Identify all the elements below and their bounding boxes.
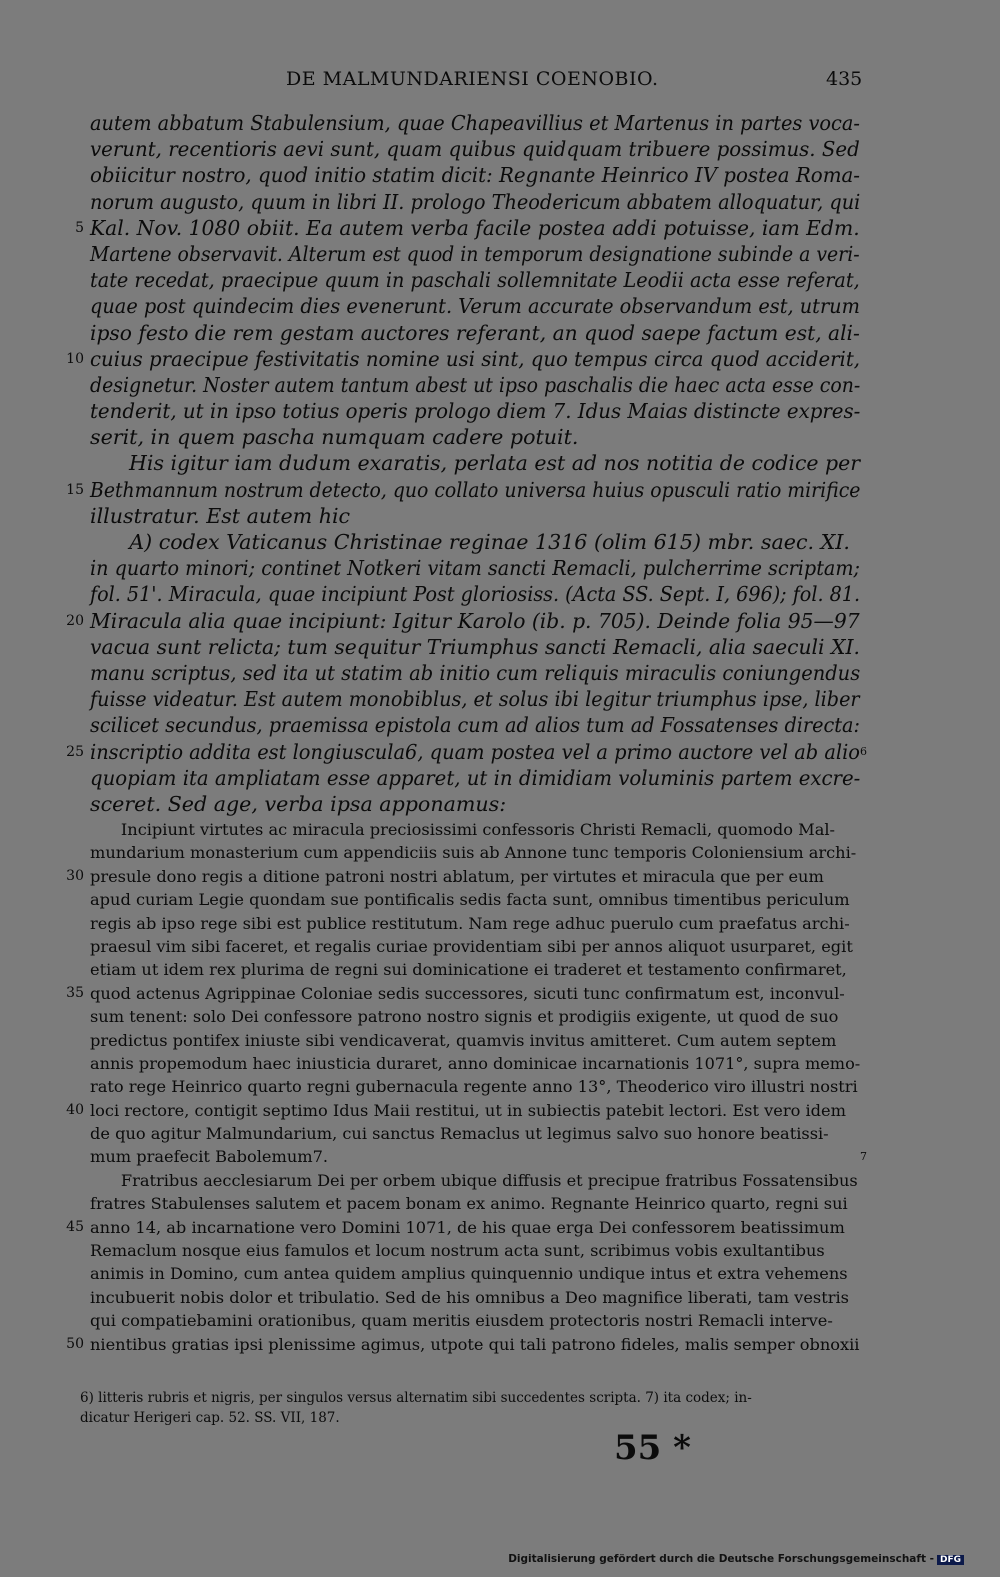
footnote-line: 6) litteris rubris et nigris, per singulos versus alternatim sibi succedentes scripta. 7) ita codex; in-: [80, 1390, 752, 1406]
dfg-logo: DFG: [937, 1555, 964, 1565]
line-text: inscriptio addita est longiuscula6, quam postea vel a primo auctore vel ab alio: [90, 739, 860, 764]
line-text: regis ab ipso rege sibi est publice restitutum. Nam rege adhuc puerulo cum praefatus archi-: [90, 913, 850, 933]
line-text: incubuerit nobis dolor et tribulatio. Sed de his omnibus a Deo magnifice liberati, tam vestris: [90, 1287, 849, 1307]
text-line: [90, 1145, 867, 1168]
line-text: cuius praecipue festivitatis nomine usi sint, quo tempus circa quod acciderit,: [90, 346, 861, 371]
digitization-credit: [508, 1553, 964, 1565]
line-text: obiicitur nostro, quod initio statim dicit: Regnante Heinrico IV postea Roma-: [90, 163, 861, 188]
line-text: Martene observavit. Alterum est quod in temporum designatione subinde a veri-: [90, 241, 860, 266]
margin-note-marker: 6: [860, 744, 867, 758]
quoted-source-text: [66, 818, 867, 1356]
line-number: 50: [66, 1335, 84, 1352]
line-number: 45: [66, 1218, 84, 1235]
line-text: tate recedat, praecipue quum in paschali sollemnitate Leodii acta esse referat,: [90, 268, 860, 293]
text-line: [66, 739, 867, 765]
line-text: Fratribus aecclesiarum Dei per orbem ubique diffusis et precipue fratribus Fossatensibus: [90, 1170, 858, 1190]
line-number: 10: [66, 350, 84, 367]
line-text: qui compatiebamini orationibus, quam meritis eiusdem protectoris nostri Remacli interve-: [90, 1311, 833, 1331]
footnotes: [80, 1388, 870, 1428]
text-line: [90, 162, 862, 188]
line-text: apud curiam Legie quondam sue pontificalis sedis facta sunt, omnibus timentibus periculum: [90, 890, 850, 910]
line-number: 25: [66, 743, 84, 760]
text-line: [66, 477, 862, 503]
text-line: [90, 450, 862, 476]
text-line: [90, 1192, 862, 1215]
line-text: fratres Stabulenses salutem et pacem bonam ex animo. Regnante Heinrico quarto, regni sui: [90, 1194, 848, 1214]
text-line: [90, 765, 862, 791]
text-line: [90, 110, 862, 136]
text-line: [90, 958, 862, 981]
line-text: A) codex Vaticanus Christinae reginae 1316 (olim 615) mbr. saec. XI.: [90, 530, 850, 554]
line-text: mum praefecit Babolemum7.: [90, 1147, 329, 1167]
text-line: [90, 1029, 862, 1052]
line-text: in quarto minori; continet Notkeri vitam sancti Remacli, pulcherrime scriptam;: [90, 556, 860, 581]
line-text: verunt, recentioris aevi sunt, quam quibus quidquam tribuere possimus. Sed: [90, 137, 860, 162]
text-line: [66, 1333, 862, 1356]
line-number: 35: [66, 984, 84, 1001]
text-line: [90, 660, 862, 686]
line-text: Remaclum nosque eius famulos et locum nostrum acta sunt, scribimus vobis exultantibus: [90, 1241, 825, 1261]
line-text: de quo agitur Malmundarium, cui sanctus Remaclus ut legimus salvo suo honore beatissi-: [90, 1124, 829, 1144]
text-line: [90, 686, 862, 712]
line-text: His igitur iam dudum exaratis, perlata est ad nos notitia de codice per: [90, 451, 861, 476]
line-text: quod actenus Agrippinae Coloniae sedis successores, sicuti tunc confirmatum est, inconvul-: [90, 983, 845, 1003]
line-text: Miracula alia quae incipiunt: Igitur Karolo (ib. p. 705). Deinde folia 95—97: [90, 608, 860, 633]
page-number: 435: [826, 68, 863, 90]
credit-text: Digitalisierung gefördert durch die Deutsche Forschungsgemeinschaft -: [508, 1553, 934, 1565]
text-line: [66, 346, 862, 372]
text-line: [90, 912, 862, 935]
line-text: etiam ut idem rex plurima de regni sui dominicatione ei traderet et testamento confirmaret,: [90, 960, 847, 980]
page-header: [0, 68, 1000, 104]
line-text: tenderit, ut in ipso totius operis prologo diem 7. Idus Maias distincte expres-: [90, 399, 861, 424]
text-line: [90, 1122, 862, 1145]
text-line: [90, 888, 862, 911]
text-line: [90, 791, 862, 817]
text-line: [75, 215, 862, 241]
line-text: scilicet secundus, praemissa epistola cum ad alios tum ad Fossatenses directa:: [90, 713, 860, 738]
text-line: [90, 320, 862, 346]
line-text: rato rege Heinrico quarto regni gubernacula regente anno 13°, Theoderico viro illustri nostri: [90, 1077, 858, 1097]
line-text: loci rectore, contigit septimo Idus Maii restitui, ut in subiectis patebit lectori. Est vero idem: [90, 1100, 846, 1120]
text-line: [90, 634, 862, 660]
line-text: fol. 51'. Miracula, quae incipiunt Post gloriosiss. (Acta SS. Sept. I, 696); fol. 81.: [90, 582, 861, 607]
text-line: [90, 241, 862, 267]
line-text: annis propemodum haec iniusticia duraret, anno dominicae incarnationis 1071°, supra memo-: [90, 1053, 861, 1073]
margin-note-marker: 7: [860, 1150, 867, 1164]
text-line: [90, 136, 862, 162]
line-text: quopiam ita ampliatam esse apparet, ut in dimidiam voluminis partem excre-: [90, 765, 861, 790]
text-line: [90, 818, 862, 841]
text-line: [90, 1262, 862, 1285]
line-text: Kal. Nov. 1080 obiit. Ea autem verba facile postea addi potuisse, iam Edm.: [90, 215, 860, 240]
line-text: norum augusto, quum in libri II. prologo Theodericum abbatem alloquatur, qui: [90, 189, 861, 214]
text-line: [90, 1309, 862, 1332]
line-number: 15: [66, 481, 84, 498]
line-text: fuisse videatur. Est autem monobiblus, et solus ibi legitur triumphus ipse, liber: [90, 687, 860, 712]
text-line: [66, 1099, 862, 1122]
text-line: [90, 398, 862, 424]
line-text: autem abbatum Stabulensium, quae Chapeavillius et Martenus in partes voca-: [90, 111, 860, 135]
text-line: [90, 267, 862, 293]
line-text: predictus pontifex iniuste sibi vendicaverat, quamvis invitus amitteret. Cum autem septem: [90, 1030, 837, 1050]
text-line: [90, 712, 862, 738]
line-number: 5: [75, 219, 84, 236]
text-line: [90, 189, 862, 215]
text-line: [66, 1216, 862, 1239]
text-line: [66, 865, 862, 888]
line-number: 40: [66, 1101, 84, 1118]
running-title: DE MALMUNDARIENSI COENOBIO.: [286, 68, 659, 90]
footnote-line: dicatur Herigeri cap. 52. SS. VII, 187.: [80, 1410, 340, 1426]
line-text: quae post quindecim dies evenerunt. Verum accurate observandum est, utrum: [90, 294, 860, 319]
text-line: [90, 1075, 862, 1098]
text-line: [90, 1169, 862, 1192]
line-number: 20: [66, 612, 84, 629]
text-line: [90, 293, 862, 319]
line-text: nientibus gratias ipsi plenissime agimus, utpote qui tali patrono fideles, malis semper obnoxii: [90, 1334, 860, 1354]
line-text: sceret. Sed age, verba ipsa apponamus:: [90, 791, 507, 816]
signature-mark: 55 *: [614, 1428, 691, 1468]
line-text: mundarium monasterium cum appendiciis suis ab Annone tunc temporis Coloniensium archi-: [90, 843, 857, 863]
line-text: serit, in quem pascha numquam cadere potuit.: [90, 425, 579, 450]
line-text: illustratur. Est autem hic: [90, 503, 351, 528]
line-text: vacua sunt relicta; tum sequitur Triumphus sancti Remacli, alia saeculi XI.: [90, 634, 860, 659]
line-text: anno 14, ab incarnatione vero Domini 1071, de his quae erga Dei confessorem beatissimum: [90, 1217, 845, 1237]
text-line: [90, 503, 862, 529]
text-line: [90, 372, 862, 398]
text-line: [66, 982, 862, 1005]
text-line: [90, 1005, 862, 1028]
text-line: [66, 608, 862, 634]
text-line: [90, 935, 862, 958]
text-line: [90, 1286, 862, 1309]
text-line: [90, 841, 862, 864]
line-text: Incipiunt virtutes ac miracula preciosissimi confessoris Christi Remacli, quomodo Mal-: [90, 820, 835, 839]
line-number: 30: [66, 867, 84, 884]
text-line: [90, 1239, 862, 1262]
line-text: animis in Domino, cum antea quidem amplius quinquennio undique intus et extra vehemens: [90, 1264, 848, 1284]
line-text: sum tenent: solo Dei confessore patrono nostro signis et prodigiis exigente, ut quod de suo: [90, 1007, 839, 1027]
text-line: [90, 581, 862, 607]
line-text: manu scriptus, sed ita ut statim ab initio cum reliquis miraculis coniungendus: [90, 660, 861, 685]
text-line: [90, 555, 862, 581]
main-text: [66, 110, 867, 817]
line-text: designetur. Noster autem tantum abest ut ipso paschalis die haec acta esse con-: [90, 372, 861, 397]
text-line: [90, 1052, 862, 1075]
text-line: [90, 424, 862, 450]
line-text: Bethmannum nostrum detecto, quo collato universa huius opusculi ratio mirifice: [90, 477, 861, 502]
text-line: [90, 529, 862, 555]
line-text: presule dono regis a ditione patroni nostri ablatum, per virtutes et miracula que per eum: [90, 866, 824, 886]
line-text: ipso festo die rem gestam auctores referant, an quod saepe factum est, ali-: [90, 320, 860, 345]
line-text: praesul vim sibi faceret, et regalis curiae providentiam sibi per annos aliquot usurparet, egit: [90, 936, 853, 956]
